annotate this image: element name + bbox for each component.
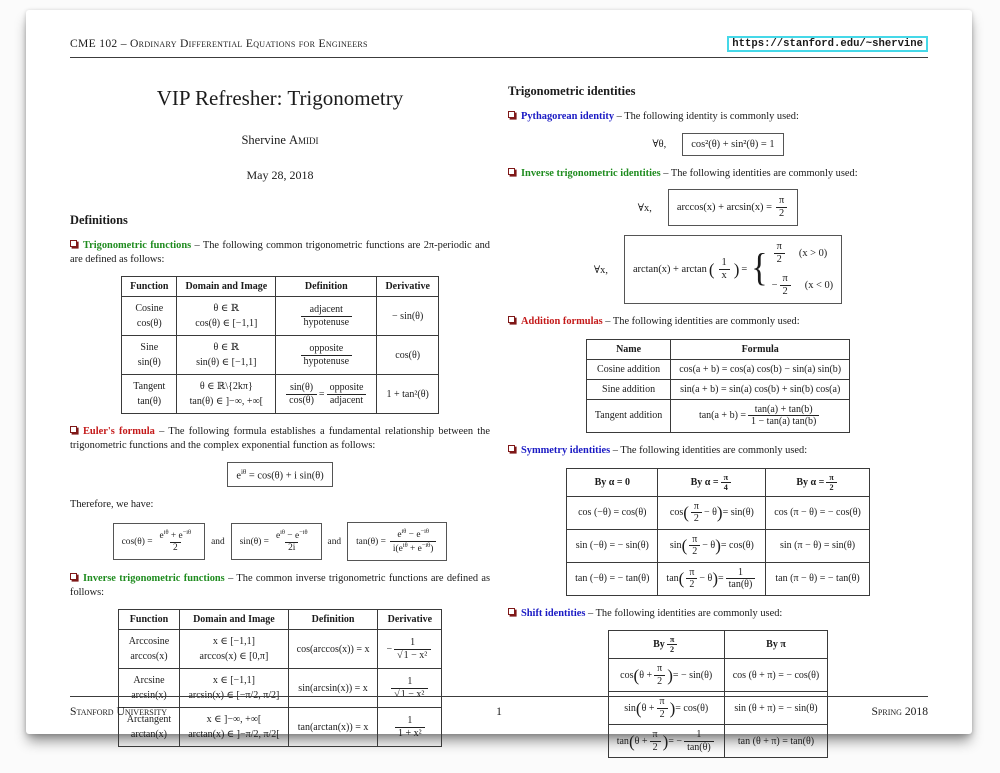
therefore-text: Therefore, we have:: [70, 499, 154, 511]
table-row: Arctangent arctan(x) x ∈ ]−∞, +∞[ arctan(x) ∈ ]−π/2, π/2[ tan(arctan(x)) = x $\frac{1}{\text{1 + x²}}$: [118, 708, 442, 747]
pythagorean-identity-title: Pythagorean identity: [521, 111, 615, 122]
section-bullet-icon: [70, 426, 77, 433]
author-website-link[interactable]: https://stanford.edu/~shervine: [727, 36, 928, 52]
tan-exponential-formula: tan(θ) = $e^{i\theta} - e^{-i\theta}$ $i(e^{i\theta} + e^{-i\theta})$: [347, 522, 447, 561]
sin-exponential-formula: sin(θ) = $e^{i\theta} - e^{-i\theta}$ 2i: [231, 523, 322, 560]
header-rule: [70, 57, 928, 58]
and-separator: and: [211, 536, 225, 547]
section-bullet-icon: [508, 316, 515, 323]
table-row: Tangent tan(θ) θ ∈ ℝ\{2kπ} tan(θ) ∈ ]−∞, +∞[ $\frac{\sin(\theta)}{\cos(\theta)}$ = opposite adjacent 1 + tan²(θ): [122, 375, 439, 414]
section-bullet-icon: [508, 445, 515, 452]
inverse-trig-functions-table: [118, 609, 443, 747]
inverse-trig-identities-title: Inverse trigonometric identities: [521, 167, 661, 179]
right-column: [508, 62, 928, 764]
table-row: Cosine addition cos(a + b) = cos(a) cos(b) − sin(a) sin(b): [586, 359, 849, 379]
table-header-row: Function Domain and Image Definition Derivative: [118, 610, 442, 630]
inverse-trig-identities-paragraph: Inverse trigonometric identities – The following identities are commonly used:: [508, 167, 928, 181]
shift-identities-paragraph: Shift identities – The following identities are commonly used:: [508, 607, 928, 621]
page-number: 1: [496, 705, 502, 718]
section-bullet-icon: [70, 240, 77, 247]
footer-term: Spring 2018: [871, 705, 929, 718]
addition-formulas-title: Addition formulas: [521, 316, 603, 328]
table-row: Arccosine arccos(x) x ∈ [−1,1] arccos(x) ∈ [0,π] cos(arccos(x)) = x − $\frac{1}{\text{√1 − x²}}$: [118, 630, 442, 669]
symmetry-identities-title: Symmetry identities: [521, 444, 611, 456]
definitions-heading: Definitions: [70, 213, 128, 227]
table-row: Cosine cos(θ) θ ∈ ℝ cos(θ) ∈ [−1,1] adjacent hypotenuse − sin(θ): [122, 297, 439, 336]
arccos-arcsin-formula-line: ∀x, arccos(x) + arcsin(x) = $\frac{\pi}{2}$: [508, 189, 928, 226]
table-row: sin ( θ + $\frac{\pi}{2}$ ) = cos(θ) sin (θ + π) = − sin(θ): [608, 692, 828, 725]
document-author: Shervine Amidi: [241, 133, 319, 147]
table-row: tan (−θ) = − tan(θ) tan ( π 2 − θ ) = $\frac{1}{\tan(\theta)}$ tan (π − θ) = − tan(θ): [567, 562, 870, 595]
pdf-page: [26, 10, 972, 753]
addition-formulas-table: [586, 339, 850, 433]
pythagorean-identity-paragraph: Pythagorean identity – The following identity is commonly used:: [508, 110, 928, 124]
section-bullet-icon: [508, 168, 515, 175]
euler-formula-paragraph: Euler's formula – The following formula establishes a fundamental relationship between the trigonometric functions and the complex exponential function as follows:: [70, 426, 490, 452]
table-header-row: Function Domain and Image Definition Derivative: [122, 277, 439, 297]
shift-identities-table: [608, 630, 829, 758]
section-bullet-icon: [508, 608, 515, 615]
table-row: sin (−θ) = − sin(θ) sin ( π 2 − θ ) = cos(θ) sin (π − θ) = sin(θ): [567, 529, 870, 562]
table-row: Sine sin(θ) θ ∈ ℝ sin(θ) ∈ [−1,1] opposite hypotenuse cos(θ): [122, 336, 439, 375]
euler-derived-formulas: [70, 522, 490, 561]
table-row: cos (−θ) = cos(θ) cos ( π 2 − θ ) = sin(θ) cos (π − θ) = − cos(θ): [567, 496, 870, 529]
cos-exponential-formula: cos(θ) = $e^{i\theta} + e^{-i\theta}$ 2: [113, 523, 205, 560]
table-header-row: By α = 0 By α = $\frac{\pi}{4}$ By α = $\frac{\pi}{2}$: [567, 468, 870, 496]
section-bullet-icon: [508, 111, 515, 118]
section-bullet-icon: [70, 573, 77, 580]
table-row: Arcsine arcsin(x) x ∈ [−1,1] arcsin(x) ∈ [−π/2, π/2] sin(arcsin(x)) = x 1 √1 − x²: [118, 669, 442, 708]
document-date: May 28, 2018: [246, 168, 314, 182]
table-header-row: Name Formula: [586, 339, 849, 359]
trig-functions-paragraph: Trigonometric functions – The following common trigonometric functions are 2π-periodic and are defined as follows:: [70, 240, 491, 265]
page-header: [70, 34, 928, 50]
document-title: VIP Refresher: Trigonometry: [156, 86, 404, 110]
trig-functions-title: Trigonometric functions: [83, 240, 192, 251]
footer-rule: [70, 696, 928, 697]
footer-institution: Stanford University: [70, 705, 168, 718]
inverse-trig-functions-paragraph: Inverse trigonometric functions – The common inverse trigonometric functions are defined as follows:: [70, 573, 490, 598]
table-header-row: By π 2 By π: [608, 631, 828, 659]
and-separator: and: [327, 536, 342, 547]
table-row: Tangent addition tan(a + b) = $\frac{\tan(a) + \tan(b)}{1 - \tan(a) \tan(b)}$: [586, 399, 849, 432]
trig-functions-table: [121, 276, 439, 414]
pythagorean-formula-line: ∀θ, cos²(θ) + sin²(θ) = 1: [508, 133, 928, 156]
table-row: cos ( θ + $\frac{\pi}{2}$ ) = − sin(θ) cos (θ + π) = − cos(θ): [608, 659, 828, 692]
table-row: tan ( θ + $\frac{\pi}{2}$ ) = − $\frac{1}{\tan(\theta)}$ tan (θ + π) = tan(θ): [608, 725, 828, 758]
table-row: Sine addition sin(a + b) = sin(a) cos(b) + sin(b) cos(a): [586, 379, 849, 399]
two-column-layout: [70, 62, 928, 764]
addition-formulas-paragraph: Addition formulas – The following identities are commonly used:: [508, 315, 928, 329]
left-column: [70, 62, 490, 764]
symmetry-identities-table: [566, 468, 870, 596]
symmetry-identities-paragraph: Symmetry identities – The following identities are commonly used:: [508, 444, 928, 458]
arctan-formula-line: ∀x, arctan(x) + arctan ( 1 x ) = { π 2 (x > 0) − $\frac{\pi}{2}$ (x < 0): [508, 235, 928, 304]
trig-identities-heading: Trigonometric identities: [508, 84, 636, 98]
euler-formula-title: Euler's formula: [83, 426, 155, 438]
shift-identities-title: Shift identities: [521, 607, 586, 619]
euler-main-formula: $e^{i\theta} = \cos(\theta) + i$ sin(θ): [70, 462, 490, 487]
inverse-trig-functions-title: Inverse trigonometric functions: [83, 573, 225, 585]
page-footer: [70, 705, 928, 718]
course-title: CME 102 – Ordinary Differential Equations for Engineers: [70, 37, 368, 50]
